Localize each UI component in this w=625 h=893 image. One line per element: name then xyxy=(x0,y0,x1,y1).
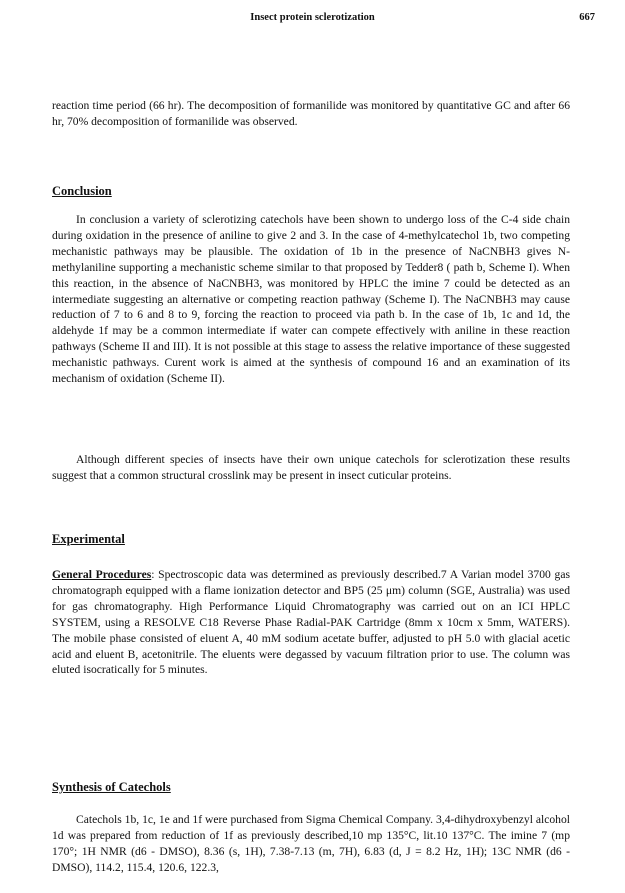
running-title: Insect protein sclerotization xyxy=(250,12,375,23)
conclusion-heading: Conclusion xyxy=(52,184,112,198)
conclusion-paragraph-2: Although different species of insects have their own unique catechols for sclerotization these results suggest that a common structural crosslink may be present in insect cuticular proteins. xyxy=(52,453,570,482)
synthesis-paragraph: Catechols 1b, 1c, 1e and 1f were purchased from Sigma Chemical Company. 3,4-dihydroxybenzyl alcohol 1d was prepared from reduction of 1f as previously described,10 mp 135°C, lit.10 137°C. The imine 7 (mp 170°; 1H NMR (d6 - DMSO), 8.36 (s, 1H), 7.38-7.13 (m, 7H), 6.83 (d, J = 8.2 Hz, 1H); 13C NMR (d6 - DMSO), 114.2, 115.4, 120.6, 122.3, xyxy=(52,813,570,874)
page-number: 667 xyxy=(579,12,595,23)
experimental-heading: Experimental xyxy=(52,532,125,546)
general-procedures-label: General Procedures xyxy=(52,568,152,581)
intro-paragraph: reaction time period (66 hr). The decomposition of formanilide was monitored by quantitative GC and after 66 hr, 70% decomposition of formanilide was observed. xyxy=(52,99,570,128)
general-procedures-paragraph xyxy=(52,567,570,678)
synthesis-heading: Synthesis of Catechols xyxy=(52,780,171,794)
general-procedures-text: : Spectroscopic data was determined as previously described.7 A Varian model 3700 gas chromatograph equipped with a flame ionization detector and BP5 (25 μm) column (SGE, Australia) was used for gas chromatography. High Performance Liquid Chromatography was carried out on an ICI HPLC SYSTEM, using a RESOLVE C18 Reverse Phase Radial-PAK Cartridge (8mm x 10cm x 5mm, WATERS). The mobile phase consisted of eluent A, 40 mM sodium acetate buffer, adjusted to pH 5.0 with glacial acetic acid and eluent B, acetonitrile. The eluents were degassed by vacuum filtration prior to use. The column was eluted isocratically for 5 minutes. xyxy=(52,568,570,677)
conclusion-paragraph-1: In conclusion a variety of sclerotizing catechols have been shown to undergo loss of the C-4 side chain during oxidation in the presence of aniline to give 2 and 3. In the case of 4-methylcatechol 1b, two competing mechanistic pathways may be plausible. The oxidation of 1b in the presence of NaCNBH3 gives N-methylaniline supporting a mechanistic scheme similar to that proposed by Tedder8 ( path b, Scheme I). When this reaction, in the absence of NaCNBH3, was monitored by HPLC the imine 7 could be detected as an intermediate suggesting an alternative or competing reaction pathway (Scheme I). The NaCNBH3 may cause reduction of 7 to 6 and 8 to 9, forcing the reaction to proceed via path b. In the case of 1b, 1c and 1d, the aldehyde 1f may be a common intermediate if water can compete effectively with aniline in these reaction pathways (Scheme II and III). It is not possible at this stage to assess the relative importance of these suggested mechanistic pathways. Curent work is aimed at the synthesis of compound 16 and an examination of its mechanism of oxidation (Scheme II). xyxy=(52,213,570,386)
